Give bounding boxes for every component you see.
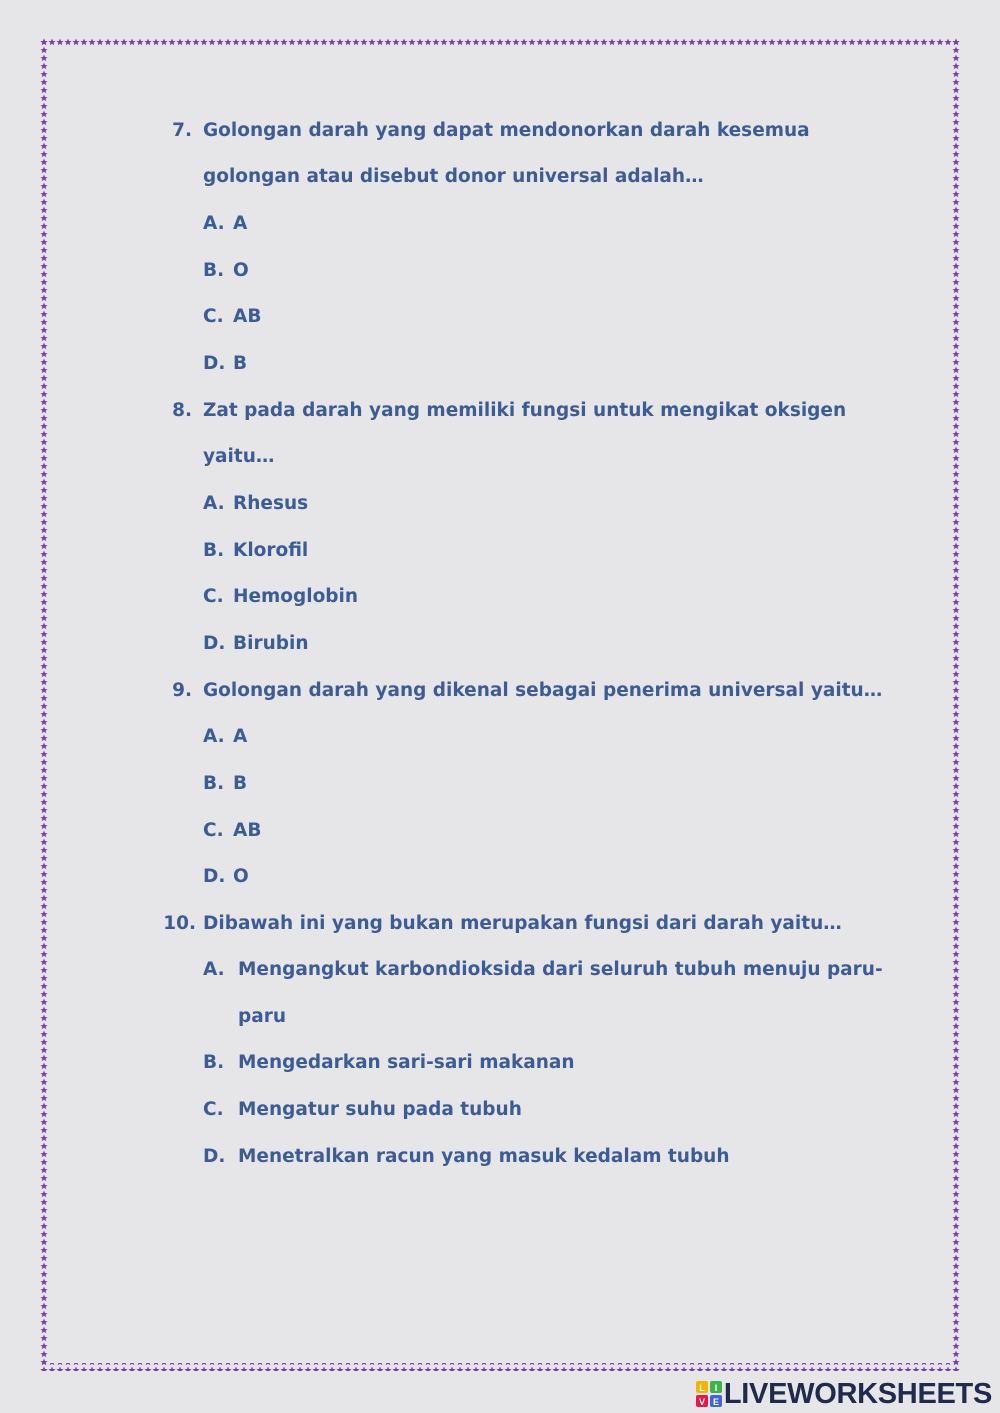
option-text: Klorofil [233,540,309,561]
question-text: yaitu… [203,446,275,467]
option-text: AB [233,306,262,327]
option-text: Birubin [233,633,309,654]
option-label: B. [203,773,225,794]
option-text: A [233,726,248,747]
svg-text:I: I [714,1383,718,1393]
svg-text:E: E [712,1397,719,1407]
option-text: Mengedarkan sari-sari makanan [238,1052,575,1073]
option-text: Menetralkan racun yang masuk kedalam tubuh [238,1146,730,1167]
option-label: A. [203,726,225,747]
option-label: B. [203,540,225,561]
option-text: paru [238,1006,287,1027]
question-text: Golongan darah yang dikenal sebagai penerima universal yaitu… [203,680,883,701]
question-text: Zat pada darah yang memiliki fungsi untuk mengikat oksigen [203,400,847,421]
option-text: Mengatur suhu pada tubuh [238,1099,522,1120]
option-text: O [233,866,249,887]
option-text: Hemoglobin [233,586,359,607]
question-number: 7. [172,120,192,141]
svg-text:L: L [699,1383,705,1393]
question-number: 9. [172,680,192,701]
option-label: C. [203,1099,224,1120]
option-label: A. [203,213,225,234]
logo-text: LIVEWORKSHEETS [723,1378,992,1410]
option-text: Rhesus [233,493,309,514]
option-text: B [233,773,248,794]
option-label: D. [203,353,226,374]
option-label: C. [203,306,224,327]
liveworksheets-logo-icon [696,1381,722,1407]
option-label: D. [203,633,226,654]
option-text: Mengangkut karbondioksida dari seluruh tubuh menuju paru- [238,959,883,980]
question-text: Golongan darah yang dapat mendonorkan darah kesemua [203,120,810,141]
option-text: B [233,353,248,374]
option-text: AB [233,820,262,841]
question-text: Dibawah ini yang bukan merupakan fungsi dari darah yaitu… [203,913,842,934]
question-number: 8. [172,400,192,421]
option-label: B. [203,260,225,281]
svg-text:V: V [698,1397,705,1407]
option-text: O [233,260,249,281]
option-label: B. [203,1052,225,1073]
option-label: D. [203,866,226,887]
question-number: 10. [163,913,196,934]
option-label: C. [203,586,224,607]
option-label: A. [203,959,225,980]
option-label: A. [203,493,225,514]
question-text: golongan atau disebut donor universal adalah… [203,166,704,187]
option-text: A [233,213,248,234]
option-label: D. [203,1146,226,1167]
liveworksheets-logo[interactable] [696,1377,992,1411]
option-label: C. [203,820,224,841]
